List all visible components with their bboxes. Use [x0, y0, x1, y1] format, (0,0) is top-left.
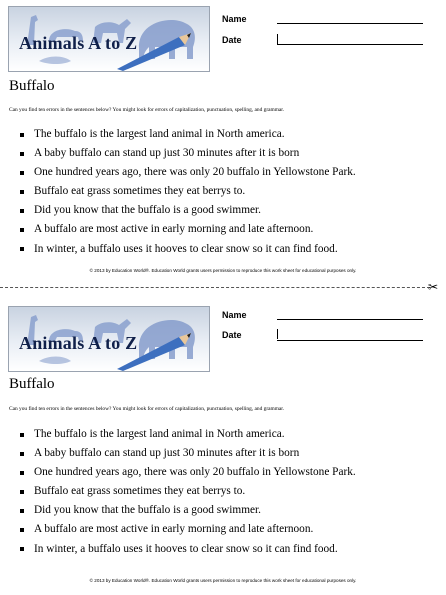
bullet-icon: [20, 209, 24, 213]
sentence-text: One hundred years ago, there was only 20 buffalo in Yellowstone Park.: [34, 466, 356, 479]
sentence-text: One hundred years ago, there was only 20 buffalo in Yellowstone Park.: [34, 166, 356, 179]
sentence-text: Buffalo eat grass sometimes they eat berrys to.: [34, 485, 246, 498]
bullet-icon: [20, 509, 24, 513]
list-item: [16, 144, 356, 163]
sentence-list: [16, 425, 356, 559]
list-item: [16, 240, 356, 259]
list-item: [16, 125, 356, 144]
name-field[interactable]: [277, 319, 423, 320]
sentence-text: In winter, a buffalo uses it hooves to clear snow so it can find food.: [34, 542, 338, 555]
sentence-text: A baby buffalo can stand up just 30 minutes after it is born: [34, 147, 300, 160]
date-label: Date: [222, 330, 242, 340]
name-label: Name: [222, 310, 247, 320]
sentence-text: The buffalo is the largest land animal in North america.: [34, 128, 285, 140]
date-field[interactable]: [277, 340, 423, 341]
list-item: [16, 501, 356, 520]
text-cursor: [277, 34, 278, 44]
sentence-text: Did you know that the buffalo is a good swimmer.: [34, 204, 261, 217]
list-item: [16, 163, 356, 182]
sentence-text: Buffalo eat grass sometimes they eat berrys to.: [34, 185, 246, 198]
list-item: [16, 540, 356, 559]
bullet-icon: [20, 171, 24, 175]
sentence-text: The buffalo is the largest land animal in North america.: [34, 428, 285, 440]
sentence-text: In winter, a buffalo uses it hooves to clear snow so it can find food.: [34, 242, 338, 255]
list-item: [16, 220, 356, 239]
sentence-text: A baby buffalo can stand up just 30 minutes after it is born: [34, 447, 300, 460]
instructions-text: Can you find ten errors in the sentences below? You might look for errors of capitalization, punctuation, spelling, and grammar.: [9, 107, 285, 113]
list-item: [16, 182, 356, 201]
worksheet-title: Buffalo: [9, 78, 55, 94]
text-cursor: [277, 329, 278, 339]
date-label: Date: [222, 35, 242, 45]
sentence-text: A buffalo are most active in early morning and late afternoon.: [34, 523, 314, 536]
banner-title: Animals A to Z: [19, 33, 138, 53]
list-item: [16, 201, 356, 220]
bullet-icon: [20, 471, 24, 475]
instructions-text: Can you find ten errors in the sentences below? You might look for errors of capitalization, punctuation, spelling, and grammar.: [9, 406, 285, 412]
list-item: [16, 425, 356, 444]
list-item: [16, 444, 356, 463]
banner-title: Animals A to Z: [19, 333, 138, 353]
list-item: [16, 482, 356, 501]
sentence-text: Did you know that the buffalo is a good swimmer.: [34, 504, 261, 517]
name-field[interactable]: [277, 23, 423, 24]
bullet-icon: [20, 433, 24, 437]
animals-a-to-z-banner: [8, 306, 210, 372]
worksheet-top: [0, 0, 446, 285]
copyright-notice: © 2013 by Education World®. Education World grants users permission to reproduce this work sheet for educational purposes only.: [89, 578, 357, 583]
bullet-icon: [20, 247, 24, 251]
cut-line: [0, 287, 430, 288]
sentence-text: A buffalo are most active in early morning and late afternoon.: [34, 223, 314, 236]
animals-a-to-z-banner: [8, 6, 210, 72]
bullet-icon: [20, 528, 24, 532]
bullet-icon: [20, 190, 24, 194]
bullet-icon: [20, 452, 24, 456]
bullet-icon: [20, 133, 24, 137]
bullet-icon: [20, 228, 24, 232]
bullet-icon: [20, 152, 24, 156]
bullet-icon: [20, 547, 24, 551]
sentence-list: [16, 125, 356, 259]
copyright-notice: © 2013 by Education World®. Education World grants users permission to reproduce this work sheet for educational purposes only.: [89, 268, 357, 273]
list-item: [16, 520, 356, 539]
bullet-icon: [20, 490, 24, 494]
list-item: [16, 463, 356, 482]
worksheet-bottom: [0, 300, 446, 595]
worksheet-title: Buffalo: [9, 376, 55, 392]
name-label: Name: [222, 14, 247, 24]
date-field[interactable]: [277, 44, 423, 45]
scissors-icon: ✂: [428, 280, 439, 294]
